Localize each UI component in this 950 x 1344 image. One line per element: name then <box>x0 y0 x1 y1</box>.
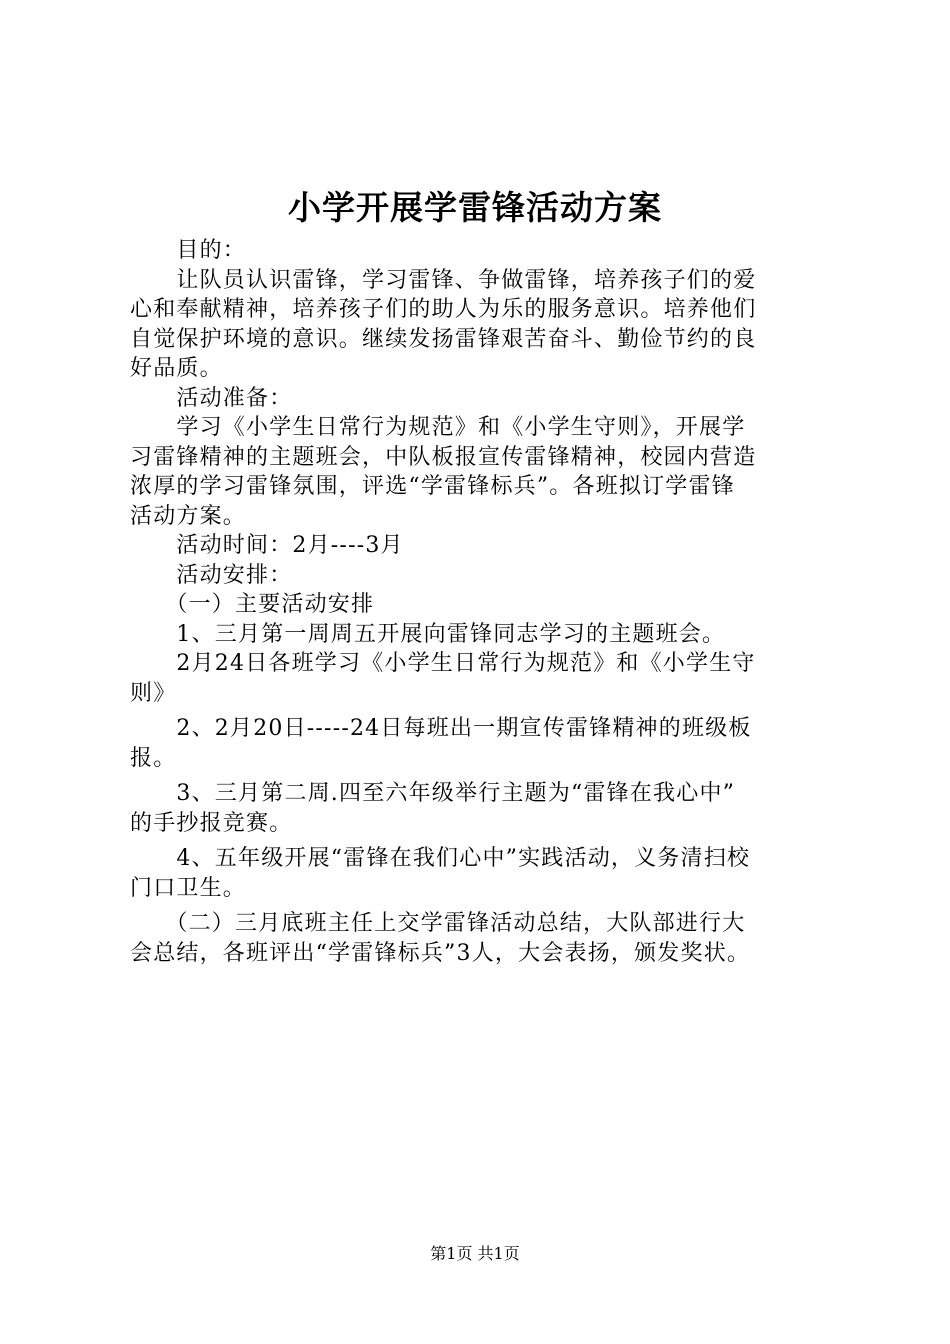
paragraph-line: 门口卫生。 <box>130 875 247 901</box>
paragraph-line: 活动时间：2月----3月 <box>130 533 404 558</box>
paragraph-line: 浓厚的学习雷锋氛围，评选“学雷锋标兵”。各班拟订学雷锋 <box>130 474 735 499</box>
document-body <box>130 236 850 968</box>
paragraph-line: 活动安排： <box>130 562 293 588</box>
paragraph-line: 2月24日各班学习《小学生日常行为规范》和《小学生守 <box>130 651 756 676</box>
paragraph-line: （一）主要活动安排 <box>130 592 375 617</box>
paragraph-line: 的手抄报竞赛。 <box>130 810 293 836</box>
paragraph-line: 1、三月第一周周五开展向雷锋同志学习的主题班会。 <box>130 621 726 647</box>
paragraph-line: 2、2月20日-----24日每班出一期宣传雷锋精神的班级板 <box>130 716 752 741</box>
paragraph-line: 则》 <box>130 680 177 706</box>
paragraph-line: 会总结，各班评出“学雷锋标兵”3人，大会表扬，颁发奖状。 <box>130 940 751 966</box>
paragraph-line: 活动方案。 <box>130 503 247 529</box>
document-title: 小学开展学雷锋活动方案 <box>288 188 662 227</box>
paragraph-line: 报。 <box>130 745 177 771</box>
paragraph-line: 自觉保护环境的意识。继续发扬雷锋艰苦奋斗、勤俭节约的良 <box>130 326 757 352</box>
paragraph-line: 好品质。 <box>130 356 223 381</box>
paragraph-line: 让队员认识雷锋，学习雷锋、争做雷锋，培养孩子们的爱 <box>130 267 757 293</box>
paragraph-line: 目的： <box>130 238 247 263</box>
paragraph-line: （二）三月底班主任上交学雷锋活动总结，大队部进行大 <box>130 911 746 936</box>
paragraph-line: 学习《小学生日常行为规范》和《小学生守则》，开展学 <box>130 415 746 440</box>
paragraph-line: 3、三月第二周.四至六年级举行主题为“雷锋在我心中” <box>130 781 736 806</box>
paragraph-line: 心和奉献精神，培养孩子们的助人为乐的服务意识。培养他们 <box>130 297 757 322</box>
paragraph-line: 活动准备： <box>130 385 293 411</box>
page-footer: 第1页 共1页 <box>430 1244 520 1263</box>
paragraph-line: 4、五年级开展“雷锋在我们心中”实践活动，义务清扫校 <box>130 846 751 871</box>
paragraph-line: 习雷锋精神的主题班会，中队板报宣传雷锋精神，校园内营造 <box>130 444 757 470</box>
